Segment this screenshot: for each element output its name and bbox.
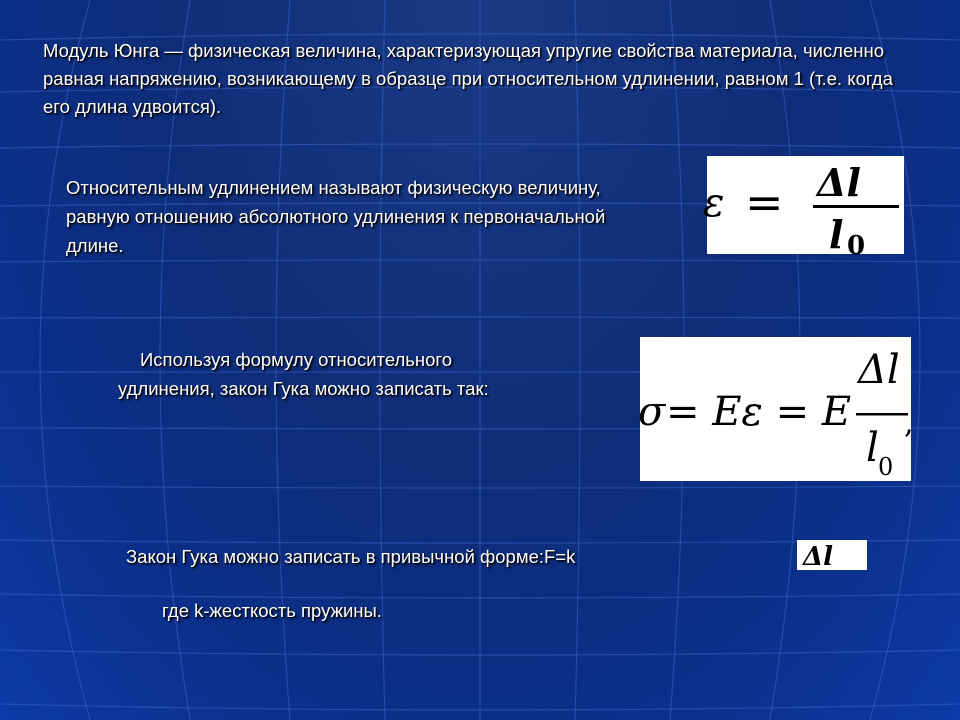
delta-l-symbol: Δl	[803, 542, 834, 572]
stiffness-note: где k-жесткость пружины.	[162, 600, 382, 621]
fraction-bar	[813, 205, 899, 208]
hooke-law-intro-line2: удлинения, закон Гука можно записать так:	[118, 378, 489, 399]
hooke-fraction-bar	[856, 413, 908, 416]
hooke-denominator: l	[866, 425, 879, 471]
epsilon-denominator-subscript: 0	[847, 231, 866, 261]
relative-elongation-definition: Относительным удлинением называют физическую величину, равную отношению абсолютного удлинения к первоначальной длине.	[66, 177, 606, 256]
hooke-law-intro	[118, 345, 548, 403]
epsilon-formula-image	[703, 156, 904, 261]
sigma-symbol: σ	[638, 389, 666, 435]
delta-l-image	[797, 540, 867, 570]
hooke-law-intro-line1: Используя формулу относительного	[140, 349, 453, 370]
epsilon-numerator: Δl	[817, 160, 861, 205]
epsilon-equals: =	[745, 175, 784, 229]
hooke-trailing-comma: ,	[904, 406, 914, 441]
hooke-law-usual-form: Закон Гука можно записать в привычной форме:F=k	[126, 546, 576, 567]
epsilon-symbol: ε	[703, 180, 725, 226]
young-modulus-definition: Модуль Юнга — физическая величина, характеризующая упругие свойства материала, численно равная напряжению, возникающему в образце при относительном удлинении, равном 1 (т.е. когда его длина удвоится).	[43, 40, 893, 117]
hooke-numerator: Δl	[858, 347, 900, 393]
hooke-formula-body: = Eε = E	[666, 389, 852, 435]
epsilon-denominator: l	[829, 212, 844, 257]
hooke-formula-image	[638, 337, 914, 481]
hooke-denominator-subscript: 0	[878, 453, 894, 481]
